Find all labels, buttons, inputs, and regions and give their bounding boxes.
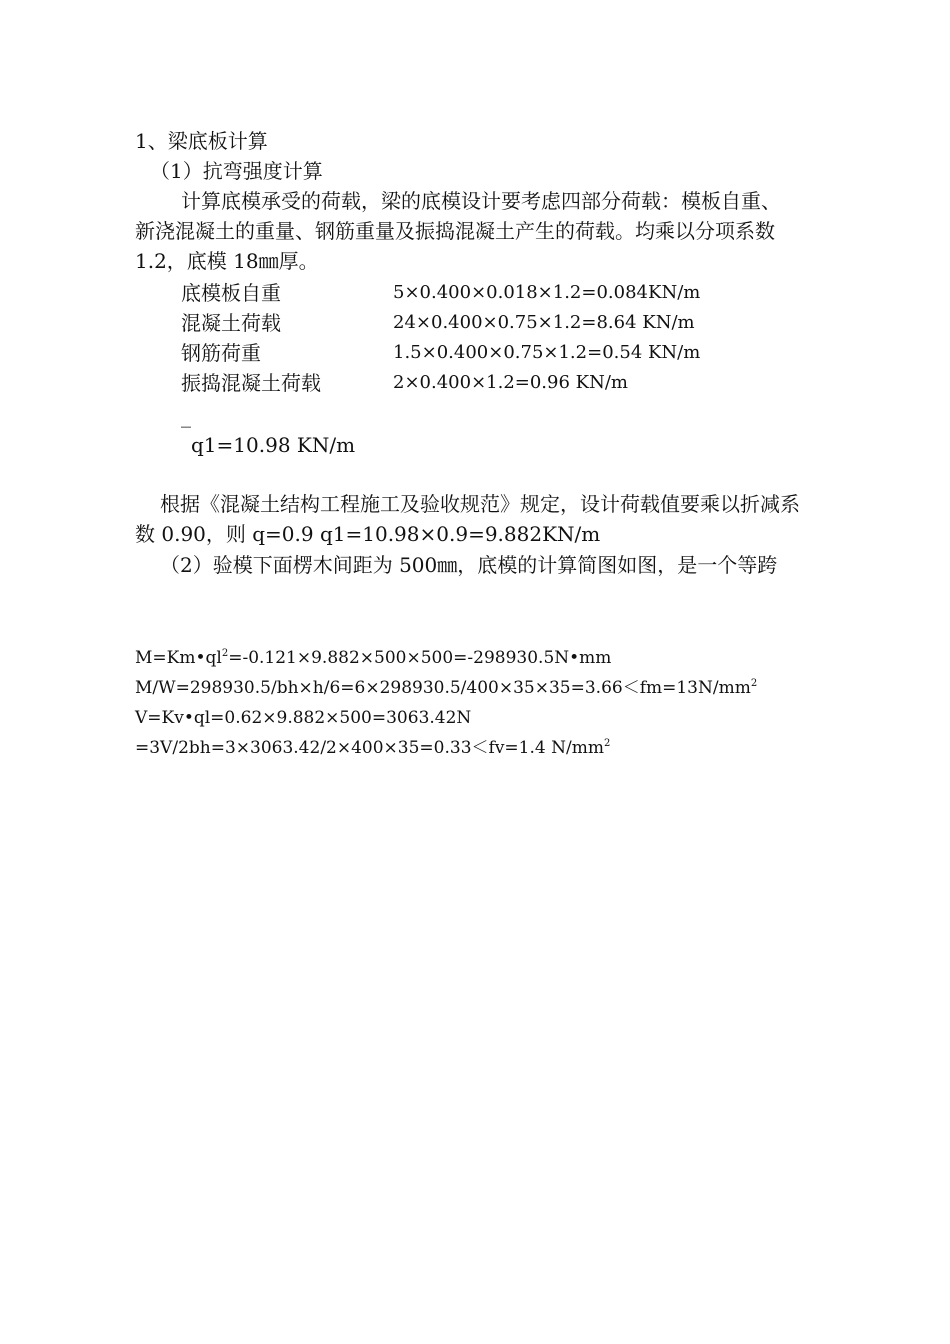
sum-line: q1=10.98 KN/m (191, 433, 356, 457)
paragraph-line: 新浇混凝土的重量、钢筋重量及振捣混凝土产生的荷载。均乘以分项系数 (135, 219, 775, 243)
load-formula: 2×0.400×1.2=0.96 KN/m (393, 372, 628, 393)
superscript: 2 (750, 678, 758, 689)
load-name: 钢筋荷重 (181, 341, 261, 365)
paragraph-line: 数 0.90，则 q=0.9 q1=10.98×0.9=9.882KN/m (135, 522, 601, 546)
load-formula: 5×0.400×0.018×1.2=0.084KN/m (393, 282, 701, 303)
calc-text: =-0.121×9.882×500×500=-298930.5N•mm (228, 648, 612, 668)
subheading-spacing: （2）验模下面楞木间距为 500㎜，底模的计算简图如图，是一个等跨 (160, 553, 778, 577)
load-name: 混凝土荷载 (181, 311, 281, 335)
calc-shear: V=Kv•ql=0.62×9.882×500=3063.42N (135, 708, 472, 728)
subheading-bending: （1）抗弯强度计算 (150, 159, 323, 183)
load-formula: 1.5×0.400×0.75×1.2=0.54 KN/m (393, 342, 701, 363)
load-name: 振捣混凝土荷载 (181, 371, 321, 395)
calc-shear-stress (135, 735, 610, 761)
load-formula: 24×0.400×0.75×1.2=8.64 KN/m (393, 312, 695, 333)
paragraph-line: 计算底模承受的荷载，梁的底模设计要考虑四部分荷载：模板自重、 (181, 189, 781, 213)
paragraph-line: 根据《混凝土结构工程施工及验收规范》规定，设计荷载值要乘以折减系 (160, 492, 800, 516)
calc-text: M/W=298930.5/bh×h/6=6×298930.5/400×35×35=3.66＜fm=13N/mm (135, 678, 751, 698)
calc-text: M=Km•ql (135, 648, 222, 668)
sum-underline: _ (181, 404, 191, 428)
calc-moment (135, 645, 611, 671)
calc-stress (135, 675, 757, 701)
calc-text: =3V/2bh=3×3063.42/2×400×35=0.33＜fv=1.4 N/mm (135, 738, 604, 758)
section-heading: 1、梁底板计算 (135, 129, 268, 153)
paragraph-line: 1.2，底模 18㎜厚。 (135, 249, 319, 273)
superscript: 2 (603, 738, 611, 749)
load-name: 底模板自重 (181, 281, 281, 305)
superscript: 2 (221, 648, 229, 659)
